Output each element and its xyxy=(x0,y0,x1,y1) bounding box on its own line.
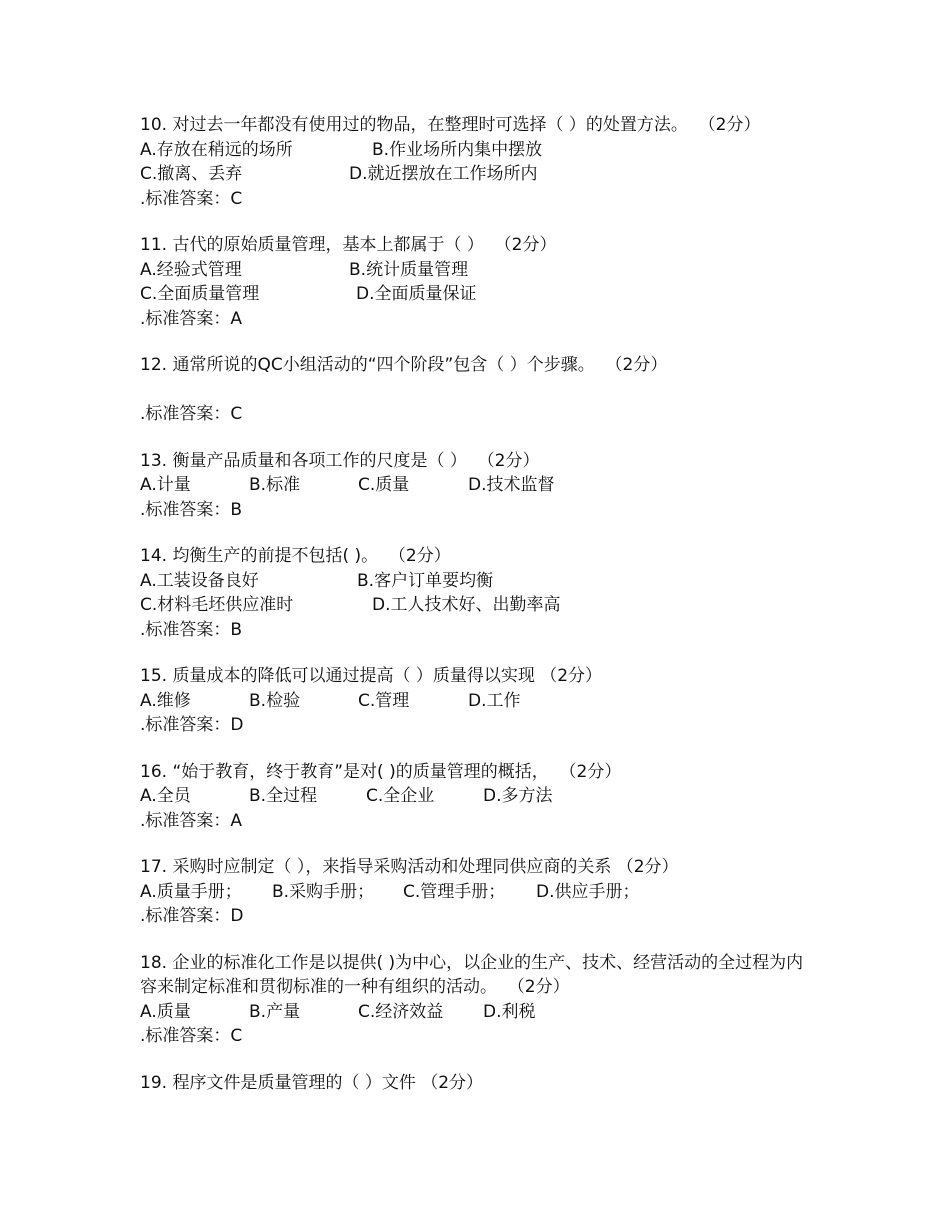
answer: .标准答案：C xyxy=(140,188,243,209)
option-a: A.存放在稍远的场所 xyxy=(140,139,293,160)
option-d: D.利税 xyxy=(483,1001,536,1022)
question-stem: 18. 企业的标准化工作是以提供( )为中心，以企业的生产、技术、经营活动的全过程为内容来制定标准和贯彻标准的一种有组织的活动。 （2分） xyxy=(140,952,804,997)
option-c: C.全企业 xyxy=(366,786,435,806)
question-stem: 11. 古代的原始质量管理，基本上都属于（ ） （2分） xyxy=(140,235,557,255)
blank-line xyxy=(140,378,820,403)
answer: .标准答案：D xyxy=(140,906,244,926)
question-11 xyxy=(140,233,820,331)
option-d: D.多方法 xyxy=(483,786,553,806)
option-a: A.计量 xyxy=(140,475,191,495)
answer: .标准答案：A xyxy=(140,810,243,831)
question-stem: 13. 衡量产品质量和各项工作的尺度是（ ） （2分） xyxy=(140,450,540,471)
option-d: D.技术监督 xyxy=(468,475,555,495)
option-row xyxy=(140,138,820,163)
option-row xyxy=(140,593,820,618)
option-a: A.经验式管理 xyxy=(140,259,242,280)
option-c: C.管理手册； xyxy=(403,881,506,902)
option-row xyxy=(140,162,820,187)
question-stem: 17. 采购时应制定（ ），来指导采购活动和处理同供应商的关系 （2分） xyxy=(140,857,679,877)
question-stem: 15. 质量成本的降低可以通过提高（ ）质量得以实现 （2分） xyxy=(140,666,603,686)
document-page xyxy=(140,113,820,1117)
answer: .标准答案：B xyxy=(140,619,243,640)
option-row xyxy=(140,784,820,809)
option-d: D.就近摆放在工作场所内 xyxy=(349,164,538,184)
option-row xyxy=(140,880,820,905)
question-18 xyxy=(140,951,820,1049)
option-b: B.检验 xyxy=(249,690,301,711)
option-b: B.作业场所内集中摆放 xyxy=(372,139,543,160)
option-b: B.产量 xyxy=(249,1001,301,1022)
question-17 xyxy=(140,855,820,929)
question-13 xyxy=(140,449,820,523)
question-stem: 10. 对过去一年都没有使用过的物品，在整理时可选择（ ）的处置方法。 （2分） xyxy=(140,115,761,135)
question-stem: 19. 程序文件是质量管理的（ ）文件 （2分） xyxy=(140,1072,484,1093)
question-12 xyxy=(140,353,820,427)
question-15 xyxy=(140,664,820,738)
question-stem: 14. 均衡生产的前提不包括( )。 （2分） xyxy=(140,546,451,566)
option-d: D.供应手册； xyxy=(536,881,640,902)
answer: .标准答案：B xyxy=(140,499,243,520)
option-b: B.采购手册； xyxy=(272,881,375,902)
option-row xyxy=(140,282,820,307)
option-row xyxy=(140,689,820,714)
option-b: B.统计质量管理 xyxy=(349,259,469,280)
answer: .标准答案：D xyxy=(140,715,244,735)
option-c: C.撤离、丢弃 xyxy=(140,164,243,184)
option-c: C.材料毛坯供应准时 xyxy=(140,595,294,615)
option-row xyxy=(140,1000,820,1025)
question-16 xyxy=(140,760,820,834)
question-19 xyxy=(140,1071,820,1096)
question-stem: 16. “始于教育，终于教育”是对( )的质量管理的概括， （2分） xyxy=(140,761,622,782)
answer: .标准答案：A xyxy=(140,308,243,329)
option-a: A.质量手册； xyxy=(140,881,242,902)
option-b: B.标准 xyxy=(249,475,301,495)
option-a: A.维修 xyxy=(140,690,191,711)
question-14 xyxy=(140,544,820,642)
option-d: D.全面质量保证 xyxy=(356,284,477,304)
option-c: C.全面质量管理 xyxy=(140,284,260,304)
option-a: A.工装设备良好 xyxy=(140,570,259,591)
question-10 xyxy=(140,113,820,211)
option-c: C.质量 xyxy=(358,475,410,495)
option-row xyxy=(140,258,820,283)
answer: .标准答案：C xyxy=(140,404,243,424)
option-row xyxy=(140,473,820,498)
option-row xyxy=(140,569,820,594)
option-c: C.管理 xyxy=(358,690,410,711)
option-a: A.全员 xyxy=(140,786,191,806)
option-b: B.客户订单要均衡 xyxy=(357,570,494,591)
option-c: C.经济效益 xyxy=(358,1001,444,1022)
option-d: D.工人技术好、出勤率高 xyxy=(372,595,561,615)
answer: .标准答案：C xyxy=(140,1026,243,1046)
option-d: D.工作 xyxy=(468,690,521,711)
question-stem: 12. 通常所说的QC小组活动的“四个阶段”包含（ ）个步骤。 （2分） xyxy=(140,355,668,375)
option-b: B.全过程 xyxy=(249,786,318,806)
option-a: A.质量 xyxy=(140,1001,191,1022)
